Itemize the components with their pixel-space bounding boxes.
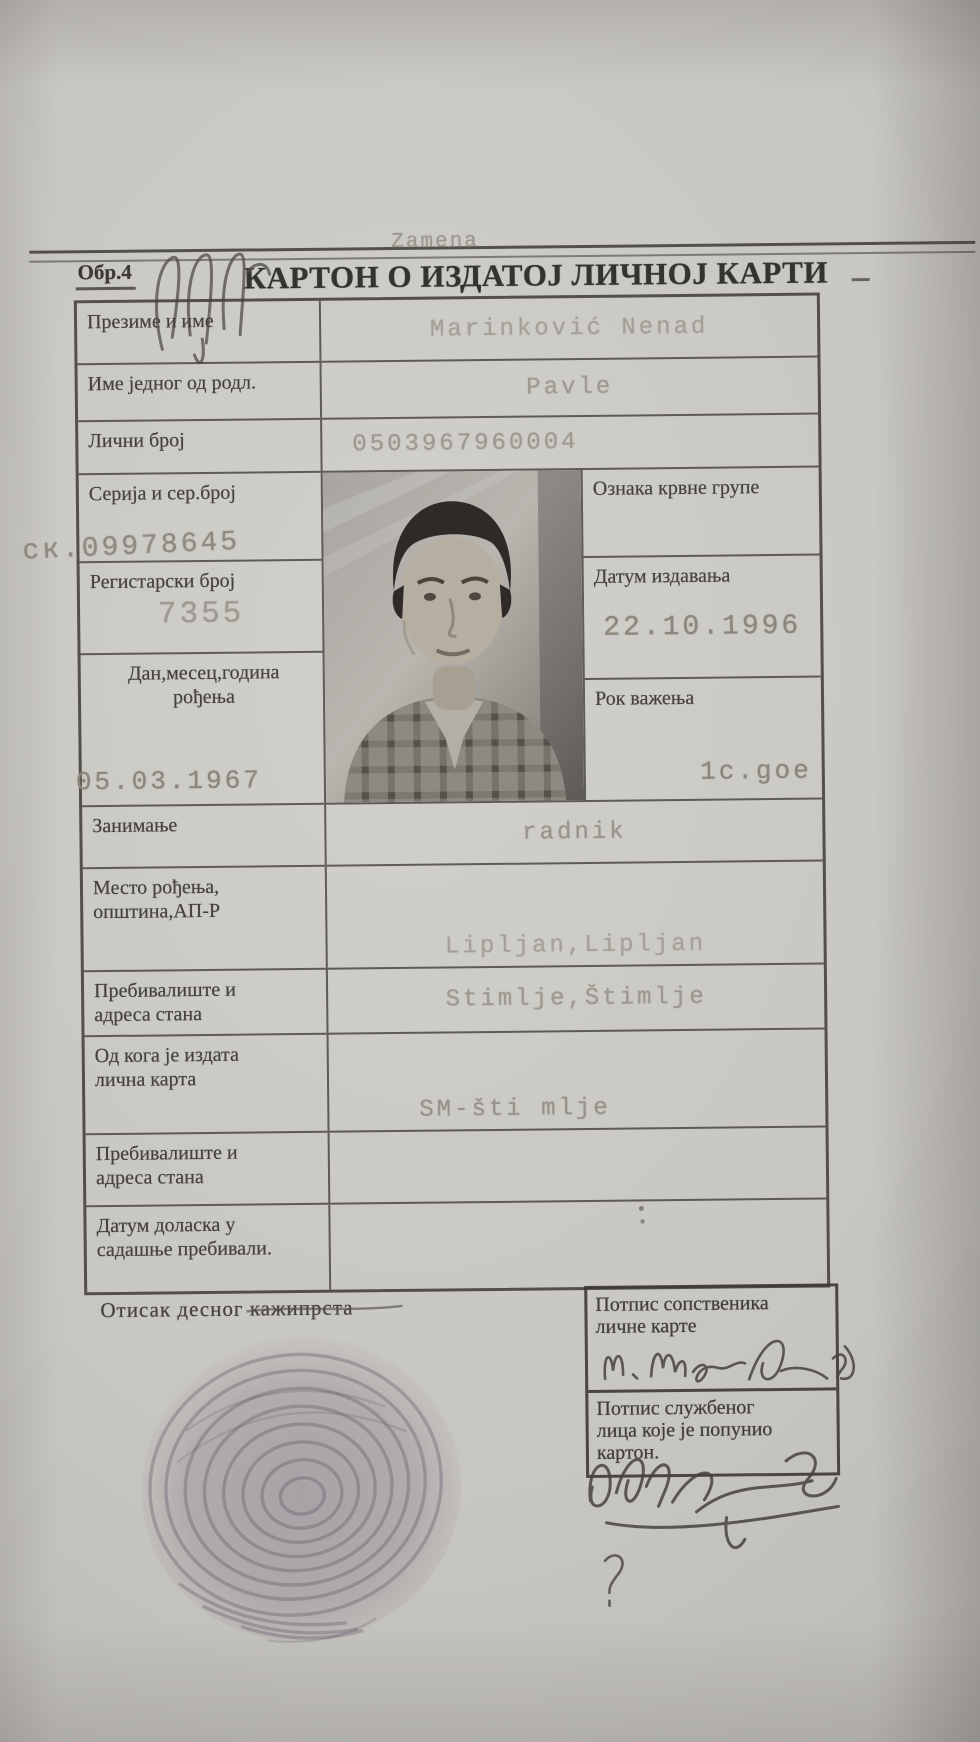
issue-date-cell xyxy=(584,556,821,680)
series-serial-value: ск.09978645 xyxy=(21,526,241,568)
series-label: Серија и сер.број xyxy=(88,481,236,506)
validity-label: Рок важења xyxy=(594,686,695,710)
fingerprint-label-strike-ink xyxy=(244,1301,404,1317)
occupation-value: radnik xyxy=(522,818,627,847)
photo-section-left-column xyxy=(75,473,326,806)
validity-cell xyxy=(585,678,822,800)
photo-section-right-column xyxy=(581,468,822,800)
page-title: КАРТОН О ИЗДАТОЈ ЛИЧНОЈ КАРТИ xyxy=(243,254,829,296)
issuer-value: SM-šti mlje xyxy=(419,1094,611,1124)
form-row-issuer xyxy=(85,1030,826,1136)
blood-group-cell xyxy=(583,468,820,558)
occupation-label: Занимање xyxy=(82,805,327,868)
birth-place-value: Lipljan,Lipljan xyxy=(444,930,707,961)
owner-signature-label: Потпис сопственика личне карте xyxy=(595,1292,769,1338)
residence-label: Пребивалиште и адреса стана xyxy=(84,970,329,1036)
stray-question-ink xyxy=(597,1551,632,1607)
fingerprint-smudge xyxy=(125,1322,478,1656)
parent-name-value: Pavle xyxy=(526,373,614,402)
arrival-date-value xyxy=(330,1200,827,1290)
official-signature-label: Потпис службеног лица које је попунио картон. xyxy=(596,1396,773,1464)
register-number-value: 7355 xyxy=(157,596,245,633)
residence-value: Stimlje,Štimlje xyxy=(445,983,707,1014)
form-table xyxy=(74,293,830,1296)
official-signature-cell xyxy=(588,1390,837,1475)
residence-2-label: Пребивалиште и адреса стана xyxy=(86,1133,331,1206)
form-row-personal-number xyxy=(78,415,819,476)
birth-date-label: Дан,месец,година рођења xyxy=(127,661,280,709)
form-row-arrival-date xyxy=(86,1200,827,1293)
validity-value: 1c.goe xyxy=(700,755,812,787)
personal-number-value: 0503967960004 xyxy=(352,429,579,459)
register-number-label: Регистарски број xyxy=(89,569,236,594)
title-end-dash xyxy=(852,278,870,281)
form-row-residence-2 xyxy=(86,1128,827,1208)
form-row-birth-place xyxy=(83,862,824,973)
arrival-date-label: Датум доласка у садашње пребивали. xyxy=(86,1205,331,1293)
issue-date-value: 22.10.1996 xyxy=(603,611,802,645)
residence-2-value xyxy=(330,1128,827,1203)
birth-place-label: Место рођења, општина,АП-Р xyxy=(83,867,328,971)
blood-group-label: Ознака крвне групе xyxy=(592,476,760,500)
issuer-label: Од кога је издата лична карта xyxy=(85,1035,330,1134)
fingerprint-label: Отисак десног кажипрста xyxy=(100,1295,354,1323)
personal-number-label: Лични број xyxy=(78,420,323,474)
birth-date-cell xyxy=(75,653,325,806)
photo-section xyxy=(75,468,822,808)
parent-name-label: Име једног од родл. xyxy=(78,363,323,421)
form-row-surname xyxy=(77,296,818,366)
form-row-parent-name xyxy=(78,358,819,423)
surname-label: Презиме и име xyxy=(77,301,322,364)
typed-note-overlay: Zamena xyxy=(391,230,479,255)
register-number-cell xyxy=(80,561,323,656)
form-row-residence xyxy=(84,965,825,1038)
form-number: Обр.4 xyxy=(75,260,136,291)
issue-date-label: Датум издавања xyxy=(593,564,731,588)
form-row-occupation xyxy=(82,800,823,870)
owner-signature-cell xyxy=(587,1286,836,1393)
surname-value: Marinković Nenad xyxy=(429,313,709,344)
signature-box xyxy=(584,1283,840,1478)
birth-date-value: 05.03.1967 xyxy=(75,765,263,798)
portrait-photo xyxy=(323,470,584,803)
